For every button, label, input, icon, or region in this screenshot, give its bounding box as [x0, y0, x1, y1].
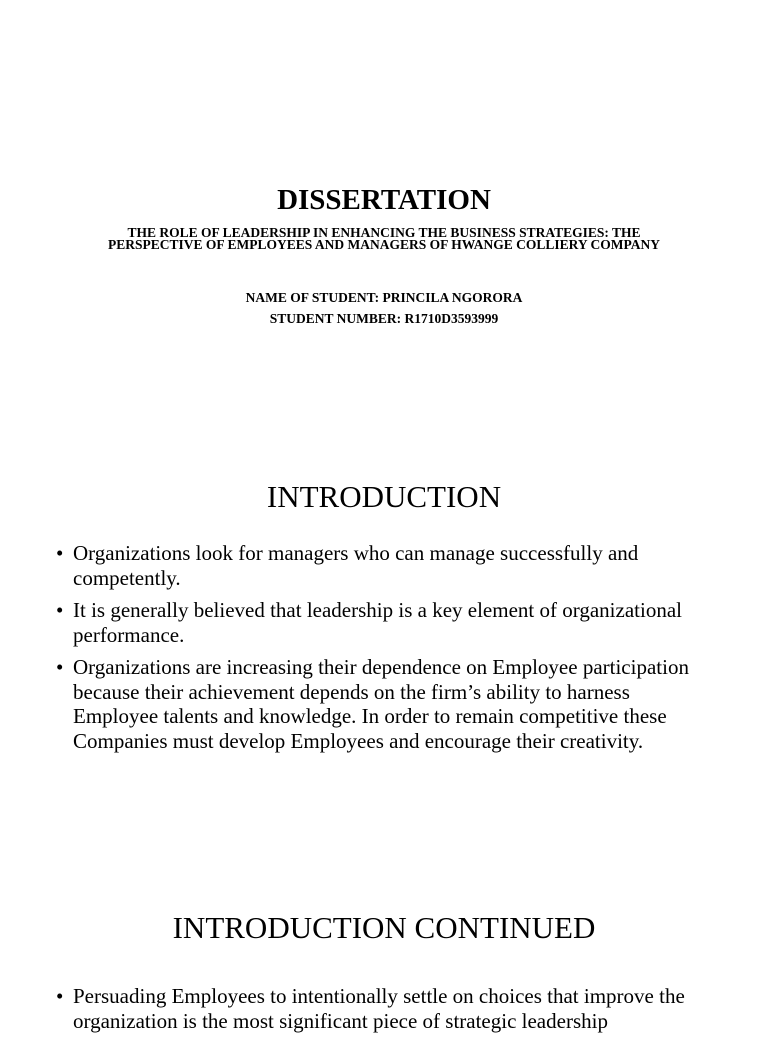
list-item — [56, 655, 716, 753]
introduction-continued-bullet-list — [56, 984, 716, 1041]
list-item — [56, 598, 716, 647]
bullet-text: Organizations are increasing their dependence on Employee participation because their achievement depends on the firm’s ability to harness Employee talents and knowledge. In order to remain competitive these Companies must develop Employees and encourage their creativity. — [73, 655, 689, 753]
list-item — [56, 541, 716, 590]
introduction-bullet-list — [56, 541, 716, 761]
introduction-continued-slide — [0, 900, 768, 1033]
bullet-icon: • — [56, 598, 64, 622]
bullet-text: It is generally believed that leadership is a key element of organizational performance. — [73, 598, 682, 647]
introduction-slide — [0, 470, 768, 900]
introduction-continued-heading: INTRODUCTION CONTINUED — [172, 910, 596, 945]
title-slide — [0, 0, 768, 470]
bullet-icon: • — [56, 984, 64, 1008]
bullet-icon: • — [56, 541, 64, 565]
bullet-text: Persuading Employees to intentionally settle on choices that improve the organization is the most significant piece of strategic leadership — [73, 984, 685, 1033]
student-number: STUDENT NUMBER: R1710D3593999 — [269, 311, 499, 326]
introduction-heading: INTRODUCTION — [266, 479, 502, 514]
bullet-icon: • — [56, 655, 64, 679]
list-item — [56, 984, 716, 1033]
student-name: NAME OF STUDENT: PRINCILA NGORORA — [245, 290, 523, 305]
dissertation-title: DISSERTATION — [277, 184, 491, 216]
bullet-text: Organizations look for managers who can manage successfully and competently. — [73, 541, 639, 590]
dissertation-subtitle: THE ROLE OF LEADERSHIP IN ENHANCING THE BUSINESS STRATEGIES: THE PERSPECTIVE OF EMPLOYEES AND MANAGERS OF HWANGE COLLIERY COMPANY — [107, 225, 661, 252]
